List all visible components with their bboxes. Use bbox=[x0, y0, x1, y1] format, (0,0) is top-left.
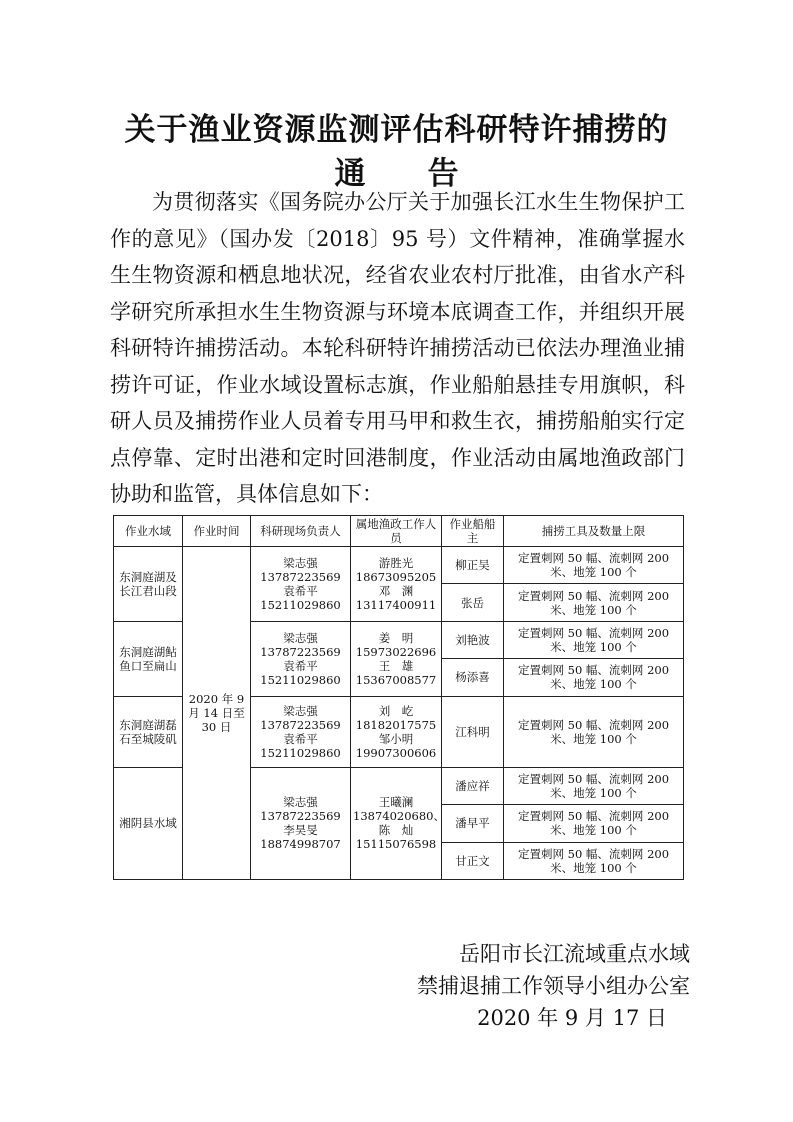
owner-cell: 张岳 bbox=[442, 584, 504, 621]
gear-cell: 定置刺网 50 幅、流刺网 200 米、地笼 100 个 bbox=[504, 805, 684, 842]
area-cell: 东洞庭湖磊石至城陵矶 bbox=[114, 696, 183, 767]
header-gear: 捕捞工具及数量上限 bbox=[504, 516, 684, 547]
leader-cell: 梁志强 13787223569 李昊旻 18874998707 bbox=[251, 767, 351, 879]
header-officer: 属地渔政工作人员 bbox=[351, 516, 442, 547]
owner-cell: 刘艳波 bbox=[442, 621, 504, 658]
notice-body bbox=[110, 184, 685, 513]
officer-cell: 王曦澜 13874020680、 陈 灿 15115076598 bbox=[351, 767, 442, 879]
signature-org-line2: 禁捕退捕工作领导小组办公室 bbox=[417, 974, 690, 998]
leader-cell: 梁志强 13787223569 袁希平 15211029860 bbox=[251, 547, 351, 622]
owner-cell: 甘正文 bbox=[442, 842, 504, 879]
gear-cell: 定置刺网 50 幅、流刺网 200 米、地笼 100 个 bbox=[504, 842, 684, 879]
area-cell: 东洞庭湖及长江君山段 bbox=[114, 547, 183, 622]
header-area: 作业水域 bbox=[114, 516, 183, 547]
officer-cell: 游胜光 18673095205 邓 渊 13117400911 bbox=[351, 547, 442, 622]
table-row bbox=[114, 547, 684, 584]
officer-cell: 刘 屹 18182017575 邹小明 19907300606 bbox=[351, 696, 442, 767]
leader-cell: 梁志强 13787223569 袁希平 15211029860 bbox=[251, 696, 351, 767]
gear-cell: 定置刺网 50 幅、流刺网 200 米、地笼 100 个 bbox=[504, 659, 684, 696]
area-cell: 湘阴县水域 bbox=[114, 767, 183, 879]
gear-cell: 定置刺网 50 幅、流刺网 200 米、地笼 100 个 bbox=[504, 767, 684, 804]
title-char-1: 通 bbox=[334, 156, 366, 192]
owner-cell: 江科明 bbox=[442, 696, 504, 767]
officer-cell: 姜 明 15973022696 王 雄 15367008577 bbox=[351, 621, 442, 696]
time-cell: 2020 年 9 月 14 日至 30 日 bbox=[183, 547, 251, 880]
title-char-2: 告 bbox=[427, 156, 459, 192]
leader-cell: 梁志强 13787223569 袁希平 15211029860 bbox=[251, 621, 351, 696]
signature-org-line1: 岳阳市长江流域重点水域 bbox=[459, 942, 690, 966]
gear-cell: 定置刺网 50 幅、流刺网 200 米、地笼 100 个 bbox=[504, 584, 684, 621]
owner-cell: 柳正吴 bbox=[442, 547, 504, 584]
header-leader: 科研现场负责人 bbox=[251, 516, 351, 547]
info-table bbox=[113, 515, 684, 880]
owner-cell: 潘应祥 bbox=[442, 767, 504, 804]
header-time: 作业时间 bbox=[183, 516, 251, 547]
header-owner: 作业船船主 bbox=[442, 516, 504, 547]
gear-cell: 定置刺网 50 幅、流刺网 200 米、地笼 100 个 bbox=[504, 696, 684, 767]
gear-cell: 定置刺网 50 幅、流刺网 200 米、地笼 100 个 bbox=[504, 547, 684, 584]
gear-cell: 定置刺网 50 幅、流刺网 200 米、地笼 100 个 bbox=[504, 621, 684, 658]
owner-cell: 杨添喜 bbox=[442, 659, 504, 696]
area-cell: 东洞庭湖鲇鱼口至扁山 bbox=[114, 621, 183, 696]
notice-title-line1: 关于渔业资源监测评估科研特许捕捞的 bbox=[124, 112, 669, 148]
signature-date: 2020 年 9 月 17 日 bbox=[477, 1006, 667, 1030]
table-header-row bbox=[114, 516, 684, 547]
owner-cell: 潘早平 bbox=[442, 805, 504, 842]
body-paragraph: 为贯彻落实《国务院办公厅关于加强长江水生生物保护工作的意见》（国办发〔2018〕95 号）文件精神，准确掌握水生生物资源和栖息地状况，经省农业农村厅批准，由省水产科学研究所承担水生生物资源与环境本底调查工作，并组织开展科研特许捕捞活动。本轮科研特许捕捞活动已依法办理渔业捕捞许可证，作业水域设置标志旗，作业船舶悬挂专用旗帜，科研人员及捕捞作业人员着专用马甲和救生衣，捕捞船舶实行定点停靠、定时出港和定时回港制度，作业活动由属地渔政部门协助和监管，具体信息如下： bbox=[110, 190, 685, 506]
